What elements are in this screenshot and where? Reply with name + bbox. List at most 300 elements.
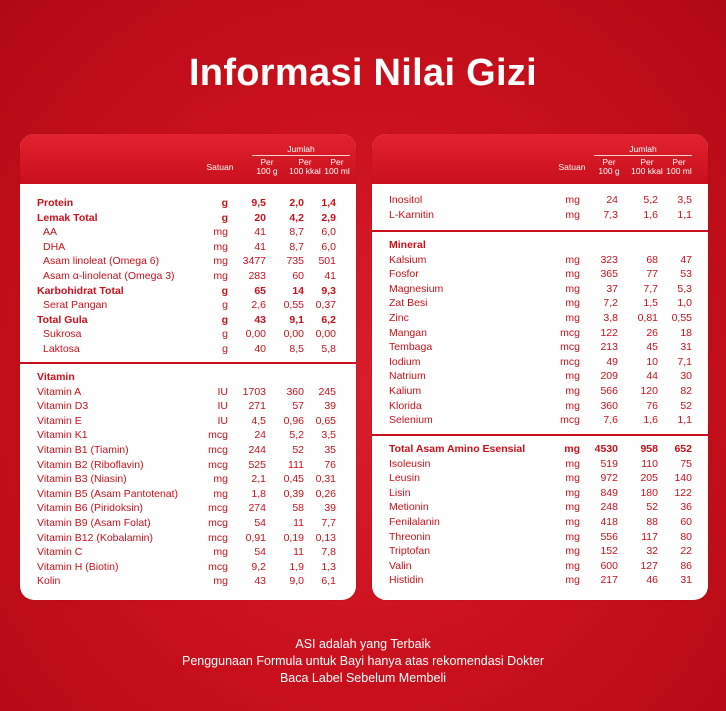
nutrient-unit: IU bbox=[217, 414, 228, 427]
nutrient-name: Triptofan bbox=[389, 545, 431, 558]
value-per-100kkal: 60 bbox=[292, 270, 304, 282]
nutrient-name: Vitamin B12 (Kobalamin) bbox=[37, 531, 153, 544]
nutrient-name: Valin bbox=[389, 559, 412, 572]
header-satuan: Satuan bbox=[206, 162, 234, 172]
value-per-100ml: 9,3 bbox=[321, 284, 336, 297]
value-per-100g: 43 bbox=[254, 575, 266, 588]
value-per-100kkal: 52 bbox=[646, 501, 658, 514]
nutrient-name: Inositol bbox=[389, 194, 423, 206]
table-row bbox=[20, 428, 356, 443]
nutrient-unit: mcg bbox=[208, 429, 228, 442]
value-per-100kkal: 5,2 bbox=[289, 429, 304, 442]
value-per-100g: 849 bbox=[600, 486, 618, 499]
value-per-100kkal: 958 bbox=[640, 443, 658, 455]
nutrient-unit: mcg bbox=[208, 560, 228, 573]
nutrition-table-left bbox=[20, 134, 356, 600]
value-per-100ml: 652 bbox=[674, 443, 692, 455]
value-per-100ml: 47 bbox=[680, 253, 692, 266]
value-per-100g: 0,91 bbox=[245, 531, 266, 544]
value-per-100kkal: 11 bbox=[293, 546, 304, 559]
value-per-100ml: 30 bbox=[680, 370, 692, 383]
nutrient-unit: mg bbox=[565, 457, 580, 470]
table-row bbox=[372, 471, 708, 486]
value-per-100g: 65 bbox=[254, 284, 266, 297]
value-per-100g: 2,1 bbox=[251, 473, 266, 486]
value-per-100ml: 39 bbox=[324, 502, 336, 515]
value-per-100ml: 60 bbox=[680, 516, 692, 528]
table-row bbox=[372, 486, 708, 501]
value-per-100g: 3,8 bbox=[603, 312, 618, 324]
nutrient-unit: mg bbox=[565, 559, 580, 572]
nutrient-unit: mcg bbox=[208, 444, 228, 456]
header-per-100g bbox=[589, 158, 629, 176]
table-row bbox=[372, 544, 708, 559]
nutrient-name: Metionin bbox=[389, 501, 429, 514]
value-per-100g: 152 bbox=[600, 545, 618, 558]
table-row bbox=[20, 298, 356, 313]
table-row bbox=[20, 443, 356, 458]
table-row bbox=[372, 208, 708, 223]
header-per-100kkal-top: Per bbox=[640, 157, 654, 167]
value-per-100g: 9,5 bbox=[251, 197, 266, 209]
nutrient-unit: g bbox=[222, 343, 228, 355]
nutrient-name: Vitamin E bbox=[37, 414, 82, 427]
value-per-100ml: 7,8 bbox=[321, 546, 336, 559]
value-per-100kkal: 0,39 bbox=[283, 487, 304, 500]
value-per-100ml: 35 bbox=[324, 444, 336, 456]
value-per-100ml: 0,00 bbox=[315, 328, 336, 341]
value-per-100kkal: 0,81 bbox=[637, 312, 658, 324]
value-per-100kkal: 127 bbox=[640, 559, 658, 572]
value-per-100g: 40 bbox=[254, 343, 266, 355]
value-per-100kkal: 1,6 bbox=[643, 208, 658, 221]
value-per-100g: 556 bbox=[600, 530, 618, 543]
value-per-100kkal: 52 bbox=[292, 444, 304, 456]
header-per-100g-top: Per bbox=[602, 157, 616, 167]
value-per-100kkal: 111 bbox=[288, 458, 304, 471]
footer-line-1: ASI adalah yang Terbaik bbox=[295, 637, 431, 651]
table-row bbox=[372, 267, 708, 282]
nutrient-unit: mg bbox=[213, 270, 228, 282]
value-per-100kkal: 11 bbox=[293, 517, 304, 529]
value-per-100ml: 1,1 bbox=[677, 208, 692, 221]
value-per-100ml: 39 bbox=[324, 400, 336, 413]
nutrient-unit: g bbox=[221, 313, 228, 326]
value-per-100ml: 80 bbox=[680, 530, 692, 543]
nutrient-name: Total Gula bbox=[37, 313, 88, 326]
value-per-100g: 2,6 bbox=[251, 299, 266, 312]
table-row bbox=[20, 560, 356, 575]
nutrient-unit: mg bbox=[565, 194, 580, 206]
header-divider bbox=[252, 155, 350, 156]
table-row bbox=[20, 225, 356, 240]
value-per-100g: 3477 bbox=[242, 255, 266, 268]
value-per-100kkal: 120 bbox=[640, 385, 658, 397]
value-per-100kkal: 76 bbox=[646, 399, 658, 412]
table-row bbox=[20, 487, 356, 502]
nutrient-unit: mcg bbox=[208, 531, 228, 544]
nutrient-unit: mg bbox=[565, 370, 580, 383]
footer-notice bbox=[0, 636, 726, 687]
value-per-100g: 519 bbox=[600, 457, 618, 470]
table-row bbox=[20, 327, 356, 342]
nutrient-unit: mg bbox=[213, 487, 228, 500]
value-per-100kkal: 8,7 bbox=[289, 240, 304, 253]
value-per-100kkal: 0,19 bbox=[283, 531, 304, 544]
value-per-100g: 525 bbox=[248, 458, 266, 471]
table-row bbox=[20, 254, 356, 269]
nutrient-unit: mg bbox=[565, 545, 580, 558]
value-per-100kkal: 0,55 bbox=[283, 299, 304, 312]
table-row bbox=[20, 531, 356, 546]
nutrient-name: L-Karnitin bbox=[389, 208, 434, 221]
table-header-left bbox=[20, 134, 356, 184]
value-per-100kkal: 9,0 bbox=[289, 575, 304, 588]
value-per-100g: 418 bbox=[600, 516, 618, 528]
nutrient-unit: mg bbox=[213, 473, 228, 486]
nutrient-name: Vitamin B6 (Piridoksin) bbox=[37, 502, 144, 515]
nutrient-name: Vitamin B5 (Asam Pantotenat) bbox=[37, 487, 179, 500]
value-per-100ml: 0,55 bbox=[671, 312, 692, 324]
value-per-100ml: 140 bbox=[674, 472, 692, 485]
table-row bbox=[372, 559, 708, 574]
table-row bbox=[372, 413, 708, 428]
value-per-100g: 7,6 bbox=[603, 414, 618, 427]
nutrient-name: Threonin bbox=[389, 530, 431, 543]
nutrient-unit: mg bbox=[565, 501, 580, 514]
value-per-100ml: 0,13 bbox=[315, 531, 336, 544]
nutrient-name: Histidin bbox=[389, 574, 424, 587]
table-body-left bbox=[20, 184, 356, 600]
value-per-100g: 24 bbox=[606, 194, 618, 206]
nutrient-unit: mg bbox=[565, 486, 580, 499]
value-per-100kkal: 58 bbox=[292, 502, 304, 515]
table-row bbox=[20, 574, 356, 589]
nutrient-unit: mg bbox=[565, 574, 580, 587]
value-per-100ml: 18 bbox=[680, 326, 692, 339]
table-row bbox=[372, 384, 708, 399]
value-per-100g: 43 bbox=[254, 313, 266, 326]
table-row bbox=[20, 472, 356, 487]
footer-line-3: Baca Label Sebelum Membeli bbox=[279, 671, 447, 685]
nutrient-unit: mg bbox=[565, 516, 580, 528]
value-per-100kkal: 46 bbox=[646, 574, 658, 587]
value-per-100kkal: 735 bbox=[286, 255, 304, 268]
table-row bbox=[372, 253, 708, 268]
nutrient-name: Klorida bbox=[389, 399, 422, 412]
value-per-100g: 365 bbox=[600, 268, 618, 281]
header-per-100kkal-bottom: 100 kkal bbox=[631, 166, 663, 176]
header-per-100ml-top: Per bbox=[672, 157, 686, 167]
section-divider bbox=[372, 230, 708, 232]
value-per-100g: 274 bbox=[248, 502, 266, 515]
nutrient-unit: mg bbox=[213, 226, 228, 239]
value-per-100g: 24 bbox=[254, 429, 266, 442]
nutrient-name: Zat Besi bbox=[389, 297, 428, 310]
value-per-100kkal: 9,1 bbox=[289, 313, 304, 326]
value-per-100g: 323 bbox=[600, 253, 618, 266]
value-per-100kkal: 10 bbox=[646, 355, 658, 368]
section-divider bbox=[20, 362, 356, 364]
value-per-100ml: 122 bbox=[674, 486, 692, 499]
value-per-100ml: 501 bbox=[318, 255, 336, 268]
value-per-100g: 54 bbox=[254, 517, 266, 529]
header-per-100kkal-bottom: 100 kkal bbox=[289, 166, 321, 176]
value-per-100g: 244 bbox=[248, 444, 266, 456]
nutrient-name: Fenilalanin bbox=[389, 516, 440, 528]
value-per-100g: 4530 bbox=[594, 443, 618, 455]
nutrient-name: Vitamin B1 (Tiamin) bbox=[37, 444, 129, 456]
value-per-100kkal: 1,6 bbox=[643, 414, 658, 427]
nutrient-unit: mg bbox=[565, 282, 580, 295]
value-per-100kkal: 117 bbox=[641, 530, 658, 543]
table-row bbox=[372, 311, 708, 326]
nutrient-name: Karbohidrat Total bbox=[37, 284, 124, 297]
value-per-100ml: 6,1 bbox=[321, 575, 336, 588]
nutrient-name: Protein bbox=[37, 197, 74, 209]
table-row bbox=[372, 193, 708, 208]
value-per-100g: 1703 bbox=[242, 385, 266, 398]
nutrient-name: Sukrosa bbox=[43, 328, 82, 341]
value-per-100g: 283 bbox=[248, 270, 266, 282]
value-per-100ml: 31 bbox=[680, 341, 692, 354]
nutrient-name: Serat Pangan bbox=[43, 299, 108, 312]
nutrient-name: AA bbox=[43, 226, 58, 239]
value-per-100ml: 31 bbox=[680, 574, 692, 587]
table-row bbox=[20, 370, 356, 385]
nutrient-name: Asam linoleat (Omega 6) bbox=[43, 255, 160, 268]
value-per-100g: 54 bbox=[254, 546, 266, 559]
nutrient-name: Mineral bbox=[389, 239, 426, 251]
value-per-100kkal: 1,5 bbox=[643, 297, 658, 310]
value-per-100ml: 3,5 bbox=[677, 194, 692, 206]
nutrient-unit: mcg bbox=[560, 414, 580, 427]
nutrient-name: Vitamin B2 (Riboflavin) bbox=[37, 458, 144, 471]
nutrient-name: Zinc bbox=[389, 312, 409, 324]
value-per-100g: 209 bbox=[600, 370, 618, 383]
value-per-100ml: 7,7 bbox=[321, 517, 336, 529]
table-row bbox=[20, 399, 356, 414]
nutrient-unit: g bbox=[222, 299, 228, 312]
nutrient-unit: mg bbox=[565, 268, 580, 281]
value-per-100g: 360 bbox=[600, 399, 618, 412]
value-per-100kkal: 1,9 bbox=[289, 560, 304, 573]
value-per-100ml: 2,9 bbox=[321, 211, 336, 224]
table-row bbox=[372, 573, 708, 588]
value-per-100ml: 1,3 bbox=[321, 560, 336, 573]
value-per-100g: 49 bbox=[606, 355, 618, 368]
value-per-100ml: 52 bbox=[680, 399, 692, 412]
value-per-100ml: 0,65 bbox=[315, 414, 336, 427]
nutrition-table-right bbox=[372, 134, 708, 600]
value-per-100kkal: 0,96 bbox=[283, 414, 304, 427]
nutrient-unit: IU bbox=[217, 400, 228, 413]
table-row bbox=[20, 342, 356, 357]
value-per-100ml: 0,37 bbox=[315, 299, 336, 312]
table-row bbox=[20, 385, 356, 400]
nutrient-name: Isoleusin bbox=[389, 457, 431, 470]
value-per-100ml: 0,31 bbox=[315, 473, 336, 486]
value-per-100g: 9,2 bbox=[251, 560, 266, 573]
value-per-100kkal: 2,0 bbox=[289, 197, 304, 209]
value-per-100ml: 36 bbox=[680, 501, 692, 514]
value-per-100kkal: 88 bbox=[646, 516, 658, 528]
table-row bbox=[372, 282, 708, 297]
value-per-100ml: 53 bbox=[680, 268, 692, 281]
table-row bbox=[372, 238, 708, 253]
value-per-100kkal: 32 bbox=[646, 545, 658, 558]
value-per-100ml: 1,1 bbox=[677, 414, 692, 427]
header-per-100g-top: Per bbox=[260, 157, 274, 167]
value-per-100ml: 22 bbox=[680, 545, 692, 558]
table-row bbox=[372, 457, 708, 472]
table-row bbox=[20, 458, 356, 473]
nutrient-name: Kolin bbox=[37, 575, 61, 588]
nutrient-unit: mcg bbox=[560, 326, 580, 339]
value-per-100g: 566 bbox=[600, 385, 618, 397]
value-per-100g: 7,3 bbox=[603, 208, 618, 221]
value-per-100g: 600 bbox=[600, 559, 618, 572]
value-per-100ml: 86 bbox=[680, 559, 692, 572]
header-per-100ml-bottom: 100 ml bbox=[666, 166, 692, 176]
value-per-100g: 7,2 bbox=[603, 297, 618, 310]
nutrient-name: Mangan bbox=[389, 326, 427, 339]
nutrient-unit: mcg bbox=[208, 502, 228, 515]
value-per-100kkal: 8,5 bbox=[289, 343, 304, 355]
table-row bbox=[20, 211, 356, 226]
nutrient-name: Lemak Total bbox=[37, 211, 98, 224]
nutrient-name: DHA bbox=[43, 240, 66, 253]
value-per-100kkal: 0,00 bbox=[283, 328, 304, 341]
nutrient-unit: mcg bbox=[560, 355, 580, 368]
table-row bbox=[20, 545, 356, 560]
nutrient-unit: mg bbox=[565, 399, 580, 412]
value-per-100kkal: 180 bbox=[640, 486, 658, 499]
value-per-100ml: 0,26 bbox=[315, 487, 336, 500]
nutrient-name: Total Asam Amino Esensial bbox=[389, 443, 526, 455]
table-row bbox=[372, 340, 708, 355]
header-per-100g-bottom: 100 g bbox=[598, 166, 620, 176]
nutrient-unit: mg bbox=[565, 253, 580, 266]
value-per-100kkal: 14 bbox=[292, 284, 304, 297]
table-row bbox=[20, 313, 356, 328]
value-per-100g: 41 bbox=[254, 240, 266, 253]
value-per-100ml: 41 bbox=[324, 270, 336, 282]
nutrient-unit: mg bbox=[565, 530, 580, 543]
nutrient-name: Vitamin C bbox=[37, 546, 83, 559]
table-row bbox=[372, 500, 708, 515]
value-per-100ml: 1,4 bbox=[321, 197, 336, 209]
table-row bbox=[20, 240, 356, 255]
nutrient-unit: g bbox=[222, 328, 228, 341]
value-per-100g: 4,5 bbox=[251, 414, 266, 427]
header-per-100g-bottom: 100 g bbox=[256, 166, 278, 176]
nutrient-unit: mcg bbox=[208, 458, 228, 471]
value-per-100g: 37 bbox=[606, 282, 618, 295]
value-per-100g: 248 bbox=[600, 501, 618, 514]
value-per-100kkal: 4,2 bbox=[289, 211, 304, 224]
nutrient-unit: mg bbox=[565, 297, 580, 310]
value-per-100ml: 6,2 bbox=[321, 313, 336, 326]
nutrient-unit: g bbox=[221, 284, 228, 297]
table-row bbox=[372, 515, 708, 530]
nutrient-unit: g bbox=[221, 211, 228, 224]
nutrient-name: Vitamin D3 bbox=[37, 400, 89, 413]
table-row bbox=[20, 269, 356, 284]
table-row bbox=[372, 442, 708, 457]
value-per-100kkal: 44 bbox=[646, 370, 658, 383]
header-per-100kkal-top: Per bbox=[298, 157, 312, 167]
value-per-100g: 122 bbox=[600, 326, 618, 339]
nutrient-name: Fosfor bbox=[389, 268, 419, 281]
nutrient-unit: mg bbox=[565, 472, 580, 485]
value-per-100g: 217 bbox=[600, 574, 618, 587]
table-row bbox=[372, 369, 708, 384]
value-per-100g: 271 bbox=[248, 400, 266, 413]
nutrient-name: Vitamin K1 bbox=[37, 429, 88, 442]
table-row bbox=[372, 296, 708, 311]
nutrient-unit: mg bbox=[213, 240, 228, 253]
page-title: Informasi Nilai Gizi bbox=[188, 52, 538, 94]
value-per-100kkal: 360 bbox=[286, 385, 304, 398]
nutrient-unit: mg bbox=[564, 443, 580, 455]
value-per-100kkal: 110 bbox=[641, 457, 658, 470]
nutrient-unit: g bbox=[221, 197, 228, 209]
nutrient-name: Laktosa bbox=[43, 343, 80, 355]
value-per-100ml: 5,3 bbox=[677, 282, 692, 295]
nutrient-name: Kalium bbox=[389, 385, 422, 397]
value-per-100kkal: 205 bbox=[640, 472, 658, 485]
header-per-100ml bbox=[659, 158, 699, 176]
table-row bbox=[372, 355, 708, 370]
value-per-100g: 1,8 bbox=[251, 487, 266, 500]
nutrient-name: Tembaga bbox=[389, 341, 433, 354]
value-per-100ml: 75 bbox=[680, 457, 692, 470]
nutrient-name: Leusin bbox=[389, 472, 420, 485]
nutrient-unit: mcg bbox=[560, 341, 580, 354]
table-row bbox=[20, 414, 356, 429]
nutrient-name: Iodium bbox=[389, 355, 421, 368]
nutrient-name: Vitamin bbox=[37, 371, 75, 383]
table-row bbox=[372, 399, 708, 414]
value-per-100kkal: 8,7 bbox=[289, 226, 304, 239]
value-per-100ml: 82 bbox=[680, 385, 692, 397]
table-row bbox=[20, 501, 356, 516]
value-per-100kkal: 57 bbox=[292, 400, 304, 413]
table-row bbox=[372, 530, 708, 545]
header-divider bbox=[594, 155, 692, 156]
value-per-100kkal: 77 bbox=[646, 268, 658, 281]
value-per-100ml: 6,0 bbox=[321, 226, 336, 239]
value-per-100ml: 7,1 bbox=[677, 355, 692, 368]
nutrient-name: Vitamin B3 (Niasin) bbox=[37, 473, 127, 486]
nutrient-unit: mg bbox=[565, 312, 580, 324]
header-per-100ml bbox=[317, 158, 356, 176]
nutrient-name: Vitamin H (Biotin) bbox=[37, 560, 119, 573]
header-per-100g bbox=[247, 158, 287, 176]
table-row bbox=[20, 516, 356, 531]
header-jumlah: Jumlah bbox=[287, 144, 315, 154]
nutrient-unit: mg bbox=[213, 575, 228, 588]
value-per-100kkal: 0,45 bbox=[283, 473, 304, 486]
table-row bbox=[20, 284, 356, 299]
nutrient-unit: mg bbox=[565, 385, 580, 397]
nutrient-name: Vitamin B9 (Asam Folat) bbox=[37, 517, 151, 529]
nutrient-unit: mcg bbox=[208, 517, 228, 529]
nutrient-unit: IU bbox=[217, 385, 228, 398]
header-satuan: Satuan bbox=[558, 162, 586, 172]
value-per-100kkal: 45 bbox=[646, 341, 658, 354]
